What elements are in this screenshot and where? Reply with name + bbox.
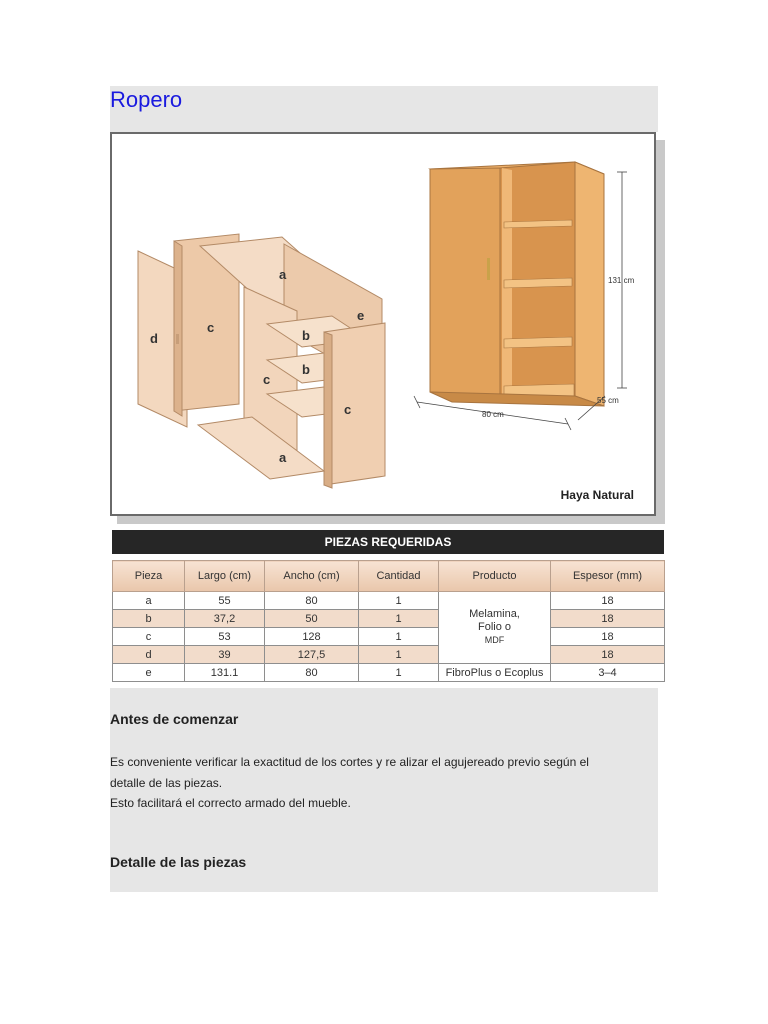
producto-line-1: Melamina,: [469, 608, 520, 620]
label-d: d: [150, 331, 158, 346]
cell-largo: 37,2: [185, 610, 265, 628]
label-b-1: b: [302, 328, 310, 343]
cell-ancho: 80: [265, 664, 359, 682]
table-row: [113, 592, 665, 610]
heading-antes-de-comenzar: Antes de comenzar: [110, 711, 239, 727]
cell-pieza: b: [113, 610, 185, 628]
cell-pieza: e: [113, 664, 185, 682]
label-a-top: a: [279, 267, 287, 282]
label-e: e: [357, 308, 365, 323]
pieces-table-panel: [112, 530, 664, 686]
cell-pieza: c: [113, 628, 185, 646]
dim-width: 80 cm: [482, 410, 504, 419]
header-cantidad: Cantidad: [359, 561, 439, 592]
panel-c-right: [324, 323, 385, 485]
cabinet-shelf-2: [504, 278, 572, 288]
cell-espesor: 18: [551, 628, 665, 646]
cell-cantidad: 1: [359, 592, 439, 610]
producto-line-2: Folio o: [477, 621, 512, 633]
dim-depth: 55 cm: [597, 396, 619, 405]
cell-ancho: 50: [265, 610, 359, 628]
cell-cantidad: 1: [359, 646, 439, 664]
cell-largo: 53: [185, 628, 265, 646]
label-c-right: c: [344, 402, 352, 417]
cell-espesor: 3–4: [551, 664, 665, 682]
cell-producto: FibroPlus o Ecoplus: [439, 664, 551, 682]
cell-ancho: 80: [265, 592, 359, 610]
page-title: Ropero: [110, 87, 183, 112]
cabinet-shelf-3: [504, 337, 572, 348]
cell-largo: 55: [185, 592, 265, 610]
cell-ancho: 127,5: [265, 646, 359, 664]
table-row: [113, 646, 665, 664]
wardrobe-diagram: [112, 134, 654, 514]
panel-a-bottom: [198, 417, 324, 479]
table-title: PIEZAS REQUERIDAS: [112, 530, 664, 554]
label-a-bottom: a: [279, 450, 287, 465]
assembled-cabinet: [430, 162, 604, 406]
figure-panel: [110, 132, 666, 524]
cabinet-door: [430, 168, 500, 396]
brand-label: Haya Natural: [560, 488, 634, 502]
header-pieza: Pieza: [113, 561, 185, 592]
cell-producto-merged: [439, 592, 551, 664]
header-producto: Producto: [439, 561, 551, 592]
cell-cantidad: 1: [359, 610, 439, 628]
header-ancho: Ancho (cm): [265, 561, 359, 592]
exploded-parts: [138, 234, 385, 488]
title-band: [110, 86, 658, 132]
cell-largo: 131.1: [185, 664, 265, 682]
label-b-2: b: [302, 362, 310, 377]
dim-height: 131 cm: [608, 276, 635, 285]
cell-espesor: 18: [551, 610, 665, 628]
label-c-middle: c: [263, 372, 271, 387]
paragraph-line: Esto facilitará el correcto armado del mueble.: [110, 796, 351, 810]
header-largo: Largo (cm): [185, 561, 265, 592]
cell-pieza: d: [113, 646, 185, 664]
cell-ancho: 128: [265, 628, 359, 646]
pieces-table: [112, 560, 665, 682]
label-c-back: c: [207, 320, 215, 335]
cell-espesor: 18: [551, 646, 665, 664]
table-row: [113, 664, 665, 682]
instructions-section: [110, 688, 658, 892]
table-row: [113, 628, 665, 646]
cell-espesor: 18: [551, 592, 665, 610]
paragraph-line: Es conveniente verificar la exactitud de los cortes y re alizar el agujereado previo según el: [110, 755, 589, 769]
producto-line-3: MDF: [484, 635, 505, 645]
heading-detalle-de-las-piezas: Detalle de las piezas: [110, 854, 247, 870]
cell-cantidad: 1: [359, 628, 439, 646]
header-espesor: Espesor (mm): [551, 561, 665, 592]
table-row: [113, 610, 665, 628]
cell-pieza: a: [113, 592, 185, 610]
wardrobe-illustration: [110, 132, 656, 516]
cell-largo: 39: [185, 646, 265, 664]
cell-cantidad: 1: [359, 664, 439, 682]
paragraph-line: detalle de las piezas.: [110, 775, 223, 790]
intro-paragraph: [110, 752, 650, 814]
table-header-row: [113, 561, 665, 592]
